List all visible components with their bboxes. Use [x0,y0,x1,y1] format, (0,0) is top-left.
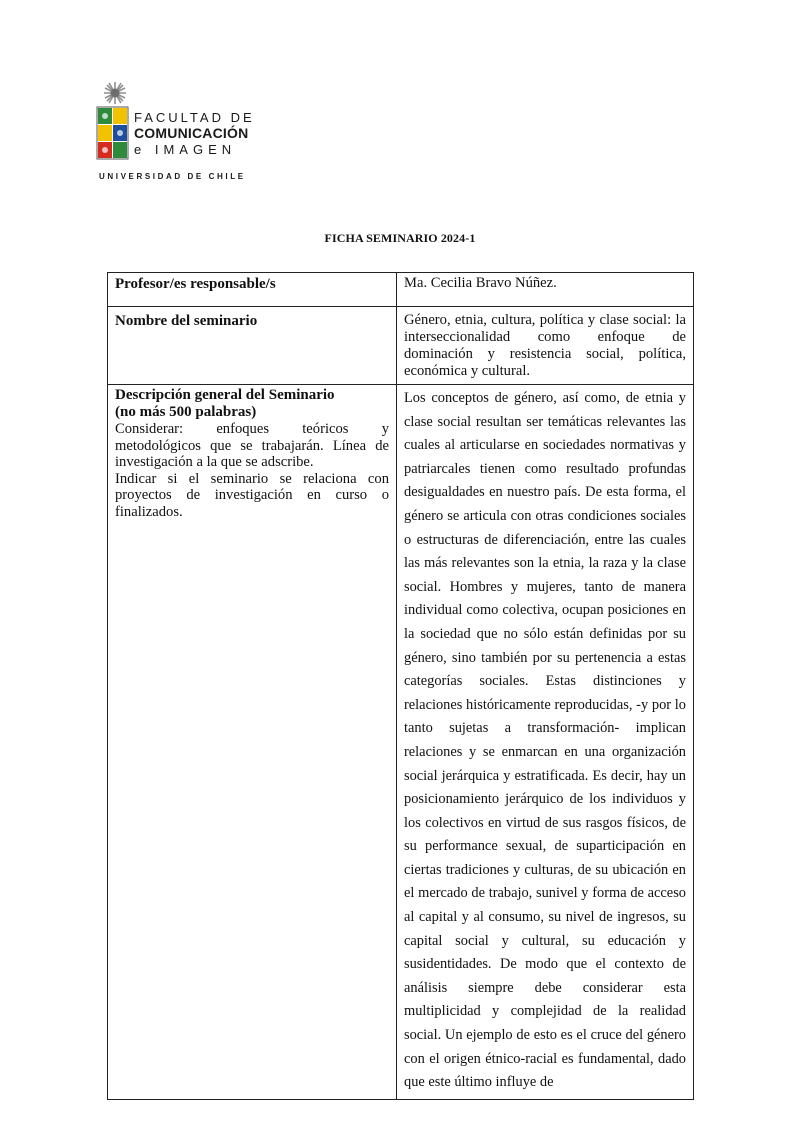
seminar-name-value-cell [397,307,694,385]
description-text: Los conceptos de género, así como, de etnia y clase social resultan ser temáticas relevantes las cuales al articularse en sociedades normativas y patriarcales tienen como resultado profundas desigualdades en nuestro país. De esta forma, el género se articula con otras condiciones sociales o estructuras de diferenciación, entre las cuales las más relevantes son la etnia, la raza y la clase social. Hombres y mujeres, tanto de manera individual como colectiva, ocupan posiciones en la sociedad que no sólo están definidas por su género, sino también por su pertenencia a estas categorías sociales. Estas distinciones y relaciones históricamente reproducidas, -y por lo tanto sujetas a transformación- implican relaciones y se enmarcan en una organización social jerárquica y estratificada. Es decir, hay un posicionamiento jerárquico de los individuos y los colectivos en virtud de sus rasgos físicos, de su performance sexual, de suparticipación en ciertas tradiciones y culturas, de su ubicación en el mercado de trabajo, sunivel y forma de acceso al capital y al consumo, su nivel de ingresos, su capital social y cultural, su educación y susidentidades. De modo que el contexto de análisis siempre debe considerar esta multiplicidad y complejidad de la realidad social. Un ejemplo de esto es el cruce del género con el origen étnico-racial es fundamental, dado que este último influye de [404,390,686,1091]
shield-icon [97,107,128,159]
logo-line-image: e IMAGEN [134,142,237,157]
description-hint-approach: Considerar: enfoques teóricos y metodológicos que se trabajarán. Línea de investigación a la que se adscribe. [115,421,389,471]
sun-icon [104,82,126,104]
page-title: FICHA SEMINARIO 2024-1 [324,231,476,245]
professor-label-cell [108,273,397,307]
table-row-description [108,385,694,1100]
university-name: UNIVERSIDAD DE CHILE [99,172,246,181]
description-hint-projects: Indicar si el seminario se relaciona con proyectos de investigación en curso o finalizados. [115,470,389,520]
table-row-professor [108,273,694,307]
description-label: Descripción general del Seminario [115,387,335,403]
seminar-name-label-cell [108,307,397,385]
logo-line-faculty: FACULTAD DE [134,110,255,125]
professor-value-cell [397,273,694,307]
seminar-form-table [107,272,694,1100]
seminar-name-value: Género, etnia, cultura, política y clase social: la interseccionalidad como enfoque de dominación y resistencia social, política, económica y cultural. [404,312,686,379]
description-value-cell [397,385,694,1100]
table-row-seminar-name [108,307,694,385]
description-word-limit: (no más 500 palabras) [115,404,257,420]
professor-label: Profesor/es responsable/s [115,276,276,292]
professor-value: Ma. Cecilia Bravo Núñez. [404,275,557,291]
description-label-cell [108,385,397,1100]
faculty-logo-wordmark [134,111,255,157]
logo-line-communication: COMUNICACIÓN [134,125,249,141]
seminar-name-label: Nombre del seminario [115,313,258,329]
